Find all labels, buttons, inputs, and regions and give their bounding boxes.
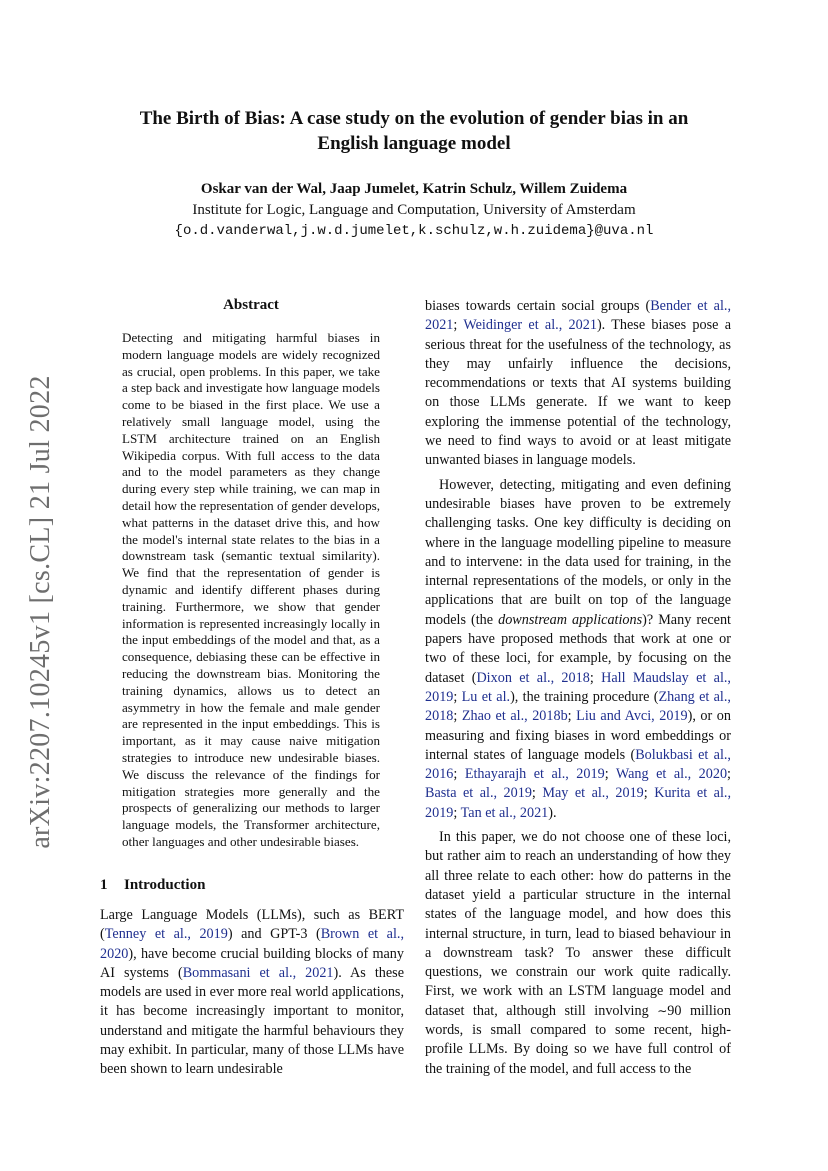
text-run: ; (453, 317, 464, 334)
paper-title: The Birth of Bias: A case study on the evolution of gender bias in an English language model (139, 108, 689, 154)
citation-link[interactable]: Basta et al., 2019 (425, 785, 532, 802)
emphasis: downstream applications (498, 611, 643, 628)
text-run: ; (453, 708, 462, 725)
citation-link[interactable]: Bommasani et al., 2021 (182, 964, 334, 981)
abstract-heading: Abstract (223, 297, 279, 313)
intro-paragraph-3 (425, 828, 731, 1079)
citation-link[interactable]: Bolukbasi et al., 2016 (425, 746, 731, 783)
text-run: ), the training procedure ( (510, 688, 659, 705)
citation-link[interactable]: Wang et al., 2020 (615, 766, 728, 783)
text-run: ; (453, 766, 465, 783)
section-title: Introduction (124, 877, 206, 893)
text-run: ; (727, 766, 731, 783)
text-run: ; (567, 708, 577, 725)
intro-paragraph-continued (425, 297, 731, 471)
text-run: ; (589, 669, 602, 686)
citation-link[interactable]: Ethayarajh et al., 2019 (464, 766, 605, 783)
citation-link[interactable]: Kurita et al., 2019 (425, 785, 731, 821)
citation-link[interactable]: Hall Maudslay et al., 2019 (425, 669, 731, 705)
citation-link[interactable]: Dixon et al., 2018 (476, 669, 590, 686)
text-run: ; (604, 766, 616, 783)
text-run: ). As these models are used in ever more real world applications, it has become increasingly important to monitor, understand and mitigate the harmful behaviours they may exhibit. In particular, many of those LLMs have been shown to learn undesirable (100, 964, 404, 1078)
affiliation: Institute for Logic, Language and Computation, University of Amsterdam (192, 202, 636, 218)
citation-link[interactable]: Liu and Avci, 2019 (576, 708, 688, 725)
right-column (425, 297, 731, 1084)
text-run: biases towards certain social groups ( (425, 298, 651, 314)
citation-link[interactable]: Bender et al., 2021 (425, 298, 731, 334)
text-run: ). These biases pose a serious threat for the usefulness of the technology, as they may unfairly influence the decisions, recommendations or texts that AI systems building on those LLMs generate. If we want to keep exploring the immense potential of the technology, we need to find ways to avoid or at least mitigate unwanted biases in language models. (425, 317, 731, 469)
section-number: 1 (100, 877, 108, 893)
text-run: ). (548, 804, 557, 821)
text-run: 90 million words, is small compared to some recent, high-profile LLMs. By doing so we have full control of the training of the model, and full access to the (425, 1002, 731, 1077)
citation-link[interactable]: Tenney et al., 2019 (104, 926, 228, 943)
section-heading-introduction (100, 877, 205, 894)
citation-link[interactable]: Tan et al., 2021 (460, 804, 549, 821)
citation-link[interactable]: Weidinger et al., 2021 (463, 317, 597, 334)
text-run: Large Language Models (LLMs), such as BERT ( (100, 907, 404, 943)
text-run: However, detecting, mitigating and even defining undesirable biases have proven to be extremely challenging tasks. One key difficulty is deciding on where in the language modelling pipeline to measure and to intervene: in the data used for training, in the internal representations of the models, or only in the applications that are built on top of the language models (the (425, 476, 731, 628)
citation-link[interactable]: May et al., 2019 (542, 785, 644, 802)
approx-symbol: ∼ (657, 1003, 668, 1018)
intro-paragraph-1 (100, 906, 404, 1080)
citation-link[interactable]: Zhang et al., 2018 (425, 688, 731, 725)
text-run: ), have become crucial building blocks of many AI systems ( (100, 945, 404, 981)
author-list: Oskar van der Wal, Jaap Jumelet, Katrin Schulz, Willem Zuidema (200, 181, 628, 197)
arxiv-sidebar-stamp: arXiv:2207.10245v1 [cs.CL] 21 Jul 2022 (25, 375, 56, 849)
citation-link[interactable]: Brown et al., 2020 (100, 926, 404, 962)
text-run: ; (643, 785, 655, 802)
text-run: ; (453, 804, 461, 821)
intro-paragraph-2 (425, 476, 731, 823)
abstract-text: Detecting and mitigating harmful biases in modern language models are widely recognized as crucial, open problems. In this paper, we take a step back and investigate how language models come to be biased in the first place. We use a relatively small language model, using the LSTM architecture trained on an English Wikipedia corpus. With full access to the data and to the model parameters as they change during every step while training, we can map in detail how the representation of gender develops, what patterns in the dataset drive this, and how the model's internal state relates to the bias in a downstream task (semantic textual similarity). We find that the representation of gender is dynamic and identify different phases during training. Furthermore, we show that gender information is represented increasingly locally in the input embeddings of the model and that, as a consequence, debiasing these can be effective in reducing the downstream bias. Monitoring the training dynamics, allows us to detect an asymmetry in how the female and male gender are represented in the input embeddings. This is important, as it may cause naive mitigation strategies to introduce new undesirable biases. We discuss the relevance of the findings for mitigation strategies more generally and the prospects of generalizing our methods to larger language models, the Transformer architecture, other languages and other undesirable biases. (122, 330, 380, 849)
text-run: ) and GPT-3 ( (227, 926, 321, 943)
text-run: ; (453, 688, 462, 705)
text-run: In this paper, we do not choose one of these loci, but rather aim to reach an understanding of how they all three relate to each other: how do patterns in the dataset yield a particular structure in the internal states of the language model, and how does this internal structure, in turn, lead to biased behaviour in a downstream task? To answer these difficult questions, we constrain our work quite radically. First, we work with an LSTM language model and dataset that, although still involving (425, 829, 731, 1019)
text-run: )? Many recent papers have proposed methods that work at one or two of these loci, for example, by focusing on the dataset ( (425, 611, 731, 686)
text-run: ), or on measuring and fixing biases in word embeddings or internal states of language models ( (425, 708, 731, 763)
author-emails: {o.d.vanderwal,j.w.d.jumelet,k.schulz,w.h.zuidema}@uva.nl (174, 223, 654, 239)
text-run: ; (531, 785, 543, 802)
citation-link[interactable]: Zhao et al., 2018b (461, 708, 568, 725)
citation-link[interactable]: Lu et al. (461, 688, 511, 705)
